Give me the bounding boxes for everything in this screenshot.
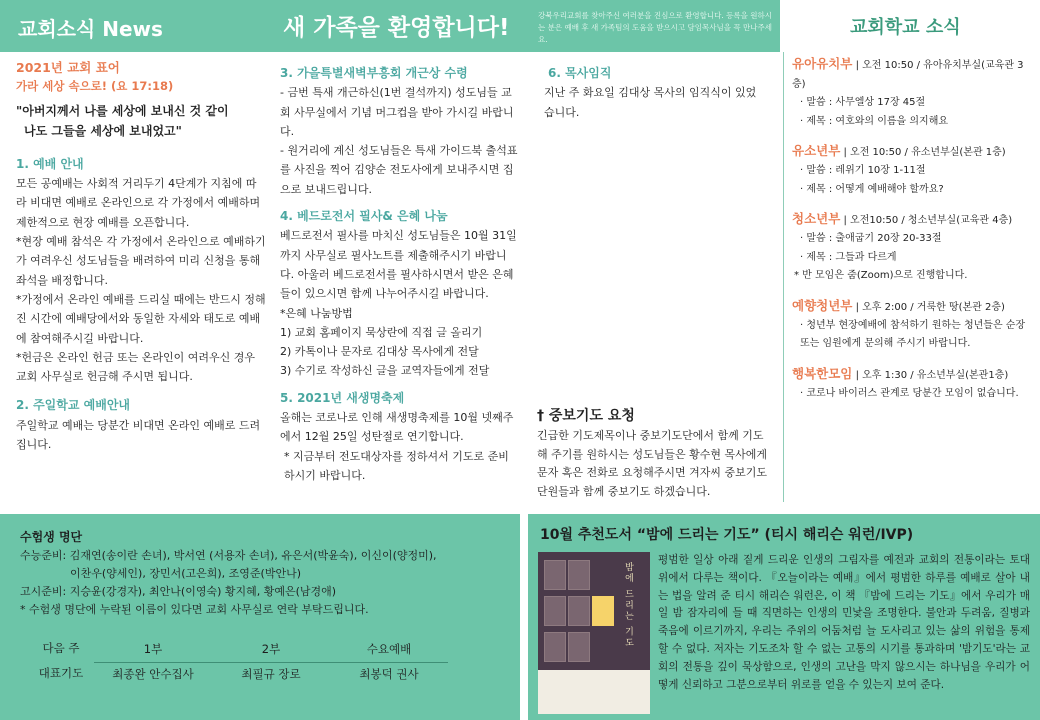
lit-window-icon xyxy=(592,596,614,626)
exam-title: 수험생 명단 xyxy=(20,530,83,544)
school-item-name: 행복한모임 xyxy=(792,365,853,381)
school-header xyxy=(780,0,1040,52)
duty-header-1: 1부 xyxy=(94,638,212,663)
column-divider xyxy=(783,52,784,502)
duty-label-1: 다음 주 xyxy=(42,641,80,655)
transcription-method-1: 1) 교회 홈페이지 묵상란에 직접 글 올리기 xyxy=(280,325,483,339)
school-item-info: | 오전 10:50 / 유아유치부실(교육관 3층) xyxy=(792,60,1024,90)
welcome-title: 새 가족을 환영합니다! xyxy=(283,15,510,41)
school-item-youth xyxy=(792,209,1032,286)
school-item-line: · 제목 : 그들과 다르게 xyxy=(800,251,897,263)
section-worship-title: 1. 예배 안내 xyxy=(16,156,84,171)
section-transcription-title: 4. 베드로전서 필사& 은혜 나눔 xyxy=(280,209,448,224)
school-item-name: 청소년부 xyxy=(792,211,841,226)
prayer-request-text: 긴급한 기도제목이나 중보기도단에서 함께 기도해 주기를 원하시는 성도님들은 황수현 목사에게 문자 혹은 전화로 요청해주시면 겨자씨 중보기도단원들과 함께 중보기도 하겠습니다. xyxy=(537,429,768,498)
school-item-info: | 오전10:50 / 청소년부실(교육관 4층) xyxy=(840,215,1013,226)
duty-header-row xyxy=(28,638,448,663)
column-1 xyxy=(16,58,266,454)
school-item-line: · 코로나 바이러스 관계로 당분간 모임이 없습니다. xyxy=(800,387,1019,399)
festival-paragraph-2: * 지금부터 전도대상자를 정하셔서 기도로 준비하시기 바랍니다. xyxy=(284,449,509,482)
school-item-name: 유소년부 xyxy=(792,143,841,158)
worship-paragraph-1: 모든 공예배는 사회적 거리두기 4단계가 지침에 따라 비대면 예배로 온라인으로 각 가정에서 예배하며 제한적으로 현장 예배를 오픈합니다. xyxy=(16,177,261,229)
school-item-kindergarten xyxy=(792,54,1032,131)
school-item-young-adults xyxy=(792,296,1032,354)
school-item-info: | 오전 10:50 / 유소년부실(본관 1층) xyxy=(840,147,1006,158)
school-item-line: · 제목 : 어떻게 예배해야 할까요? xyxy=(800,183,944,195)
school-item-line: · 청년부 현장예배에 참석하기 원하는 청년들은 순장 또는 임원에게 문의해 주시기 바랍니다. xyxy=(800,319,1026,349)
school-item-line: · 제목 : 여호와의 이름을 의지해요 xyxy=(800,115,949,127)
exam-line-1: 수능준비: 김재연(송이란 손녀), 박서연 (서용자 손녀), 유은서(박윤숙), 이신이(양정미), xyxy=(20,549,437,562)
school-item-line: · 말씀 : 사무엘상 17장 45절 xyxy=(800,97,926,108)
welcome-note: 강북우리교회를 찾아주신 여러분을 진심으로 환영합니다. 등록을 원하시는 분은 예배 후 새 가족팀의 도움을 받으시고 담임목사님을 꼭 만나주세요. xyxy=(538,11,773,44)
worship-paragraph-4: *헌금은 온라인 헌금 또는 온라인이 여려우신 경우 교회 사무실로 헌금해 주시면 됩니다. xyxy=(16,350,255,384)
motto-subtitle: 가라 세상 속으로! (요 17:18) xyxy=(16,79,174,94)
worship-paragraph-2: *현장 예배 참석은 각 가정에서 온라인으로 예배하기가 여려우신 성도님들을 배려하여 미리 신청을 통해 좌석을 배정합니다. xyxy=(16,235,266,287)
column-2 xyxy=(280,64,518,485)
column-3 xyxy=(540,64,766,122)
school-item-name: 예향청년부 xyxy=(792,297,853,313)
duty-label-2: 대표기도 xyxy=(38,666,84,680)
section-sunday-school-title: 2. 주일학교 예배안내 xyxy=(16,398,131,413)
section-festival-title: 5. 2021년 새생명축제 xyxy=(280,390,405,405)
school-item-info: | 오후 1:30 / 유소년부실(본관1층) xyxy=(852,369,1009,381)
motto-title: 2021년 교회 표어 xyxy=(16,60,120,75)
duty-header-2: 2부 xyxy=(212,638,330,663)
school-item-elementary xyxy=(792,141,1032,199)
book-title: 10월 추천도서 “밤에 드리는 기도” (티시 해리슨 워런/IVP) xyxy=(540,527,914,543)
sunday-school-paragraph: 주일학교 예배는 당분간 비대면 온라인 예배로 드려집니다. xyxy=(16,418,261,452)
book-cover-image xyxy=(538,552,650,714)
school-item-line: * 반 모임은 줌(Zoom)으로 진행합니다. xyxy=(794,270,968,281)
motto-quote-2: 나도 그들을 세상에 보내었고" xyxy=(24,123,182,138)
section-attendance-title: 3. 가을특별새벽부흥회 개근상 수령 xyxy=(280,66,468,80)
school-news-list xyxy=(792,54,1032,413)
prayer-request-block xyxy=(537,405,767,501)
transcription-method-label: *은혜 나눔방법 xyxy=(280,306,353,320)
festival-paragraph-1: 올해는 코로나로 인해 새생명축제를 10월 넷째주에서 12월 25일 성탄절로 연기합니다. xyxy=(280,411,514,444)
duty-names-row xyxy=(28,663,448,685)
prayer-duty-table xyxy=(28,638,448,685)
duty-name-1: 최종완 안수집사 xyxy=(112,667,194,681)
news-header-bar xyxy=(0,0,780,52)
ordination-paragraph: 지난 주 화요일 김대상 목사의 임직식이 있었습니다. xyxy=(544,86,757,119)
exam-list xyxy=(20,528,510,619)
exam-line-2: 이찬우(양세인), 장민서(고은희), 조영준(박안나) xyxy=(70,567,302,580)
transcription-paragraph: 베드로전서 필사를 마치신 성도님들은 10월 31일까지 사무실로 필사노트를 제출해주시기 바랍니다. 아울러 베드로전서를 필사하시면서 받은 은혜들이 있으시면 함께 나누어주시길 바랍니다. xyxy=(280,229,517,301)
motto-quote-1: "아버지께서 나를 세상에 보내신 것 같이 xyxy=(16,104,229,119)
transcription-method-2: 2) 카톡이나 문자로 김대상 목사에게 전달 xyxy=(280,345,479,359)
section-ordination-title: 6. 목사임직 xyxy=(548,66,612,80)
duty-header-3: 수요예배 xyxy=(330,638,448,663)
news-title: 교회소식 News xyxy=(18,17,163,41)
school-item-happy-meeting xyxy=(792,364,1032,404)
book-description: 평범한 일상 아래 짙게 드리운 인생의 그림자를 예전과 교회의 전통이라는 토대 위에서 다루는 책이다. 『오늘이라는 예배』에서 평범한 하루를 예배로 살아 내는 법을 알려 준 티시 해리슨 워런은, 이 책 『밤에 드리는 기도』에서 우리가 매일 밤 잠자리에 들 때 직면하는 인생의 민낯을 조명한다. 불안과 두려움, 질병과 죽음에 이르기까지, 우리는 주위의 어둠처럼 늘 도사리고 있는 삶의 위험을 통제할 수 없다. 저자는 기도조차 할 수 없는 고통의 시기를 통과하며 '밤기도'라는 교회의 전통을 깊이 묵상함으로, 인생의 고난을 막지 않으시는 하나님을 우리가 어떻게 신뢰하고 그분으로부터 위로를 얻을 수 있는지 보여 준다. xyxy=(658,554,1030,691)
prayer-request-title: † 중보기도 요청 xyxy=(537,408,635,424)
school-item-line: · 말씀 : 출애굽기 20장 20-33절 xyxy=(800,233,942,244)
school-item-name: 유아유치부 xyxy=(792,56,853,71)
book-recommendation-panel xyxy=(528,514,1040,720)
duty-name-3: 최봉덕 권사 xyxy=(359,667,419,681)
attendance-paragraph-1: - 금번 특새 개근하신(1번 결석까지) 성도님들 교회 사무실에서 기념 머그컵을 받아 가시길 바랍니다. xyxy=(280,86,514,138)
attendance-paragraph-2: - 원거리에 계신 성도님들은 특새 가이드북 출석표를 사진을 찍어 김양순 전도사에게 보내주시면 집으로 보내드립니다. xyxy=(280,144,518,196)
book-cover-title: 밤에 드리는 기도 xyxy=(623,562,633,649)
transcription-method-3: 3) 수기로 작성하신 글을 교역자들에게 전달 xyxy=(280,364,490,378)
exam-line-4: * 수험생 명단에 누락된 이름이 있다면 교회 사무실로 연락 부탁드립니다. xyxy=(20,603,369,616)
exam-line-3: 고시준비: 지승윤(강경자), 최안나(이영숙) 황지혜, 황예은(남경애) xyxy=(20,585,337,598)
school-item-line: · 말씀 : 레위기 10장 1-11절 xyxy=(800,165,926,176)
exam-and-duty-panel xyxy=(0,514,520,720)
school-title: 교회학교 소식 xyxy=(850,17,961,38)
school-item-info: | 오후 2:00 / 거룩한 땅(본관 2층) xyxy=(852,301,1005,313)
duty-name-2: 최필규 장로 xyxy=(241,667,301,681)
worship-paragraph-3: *가정에서 온라인 예배를 드리실 때에는 반드시 정해진 시간에 예배당에서와 동일한 자세와 태도로 예배에 참여해주시길 바랍니다. xyxy=(16,292,266,345)
